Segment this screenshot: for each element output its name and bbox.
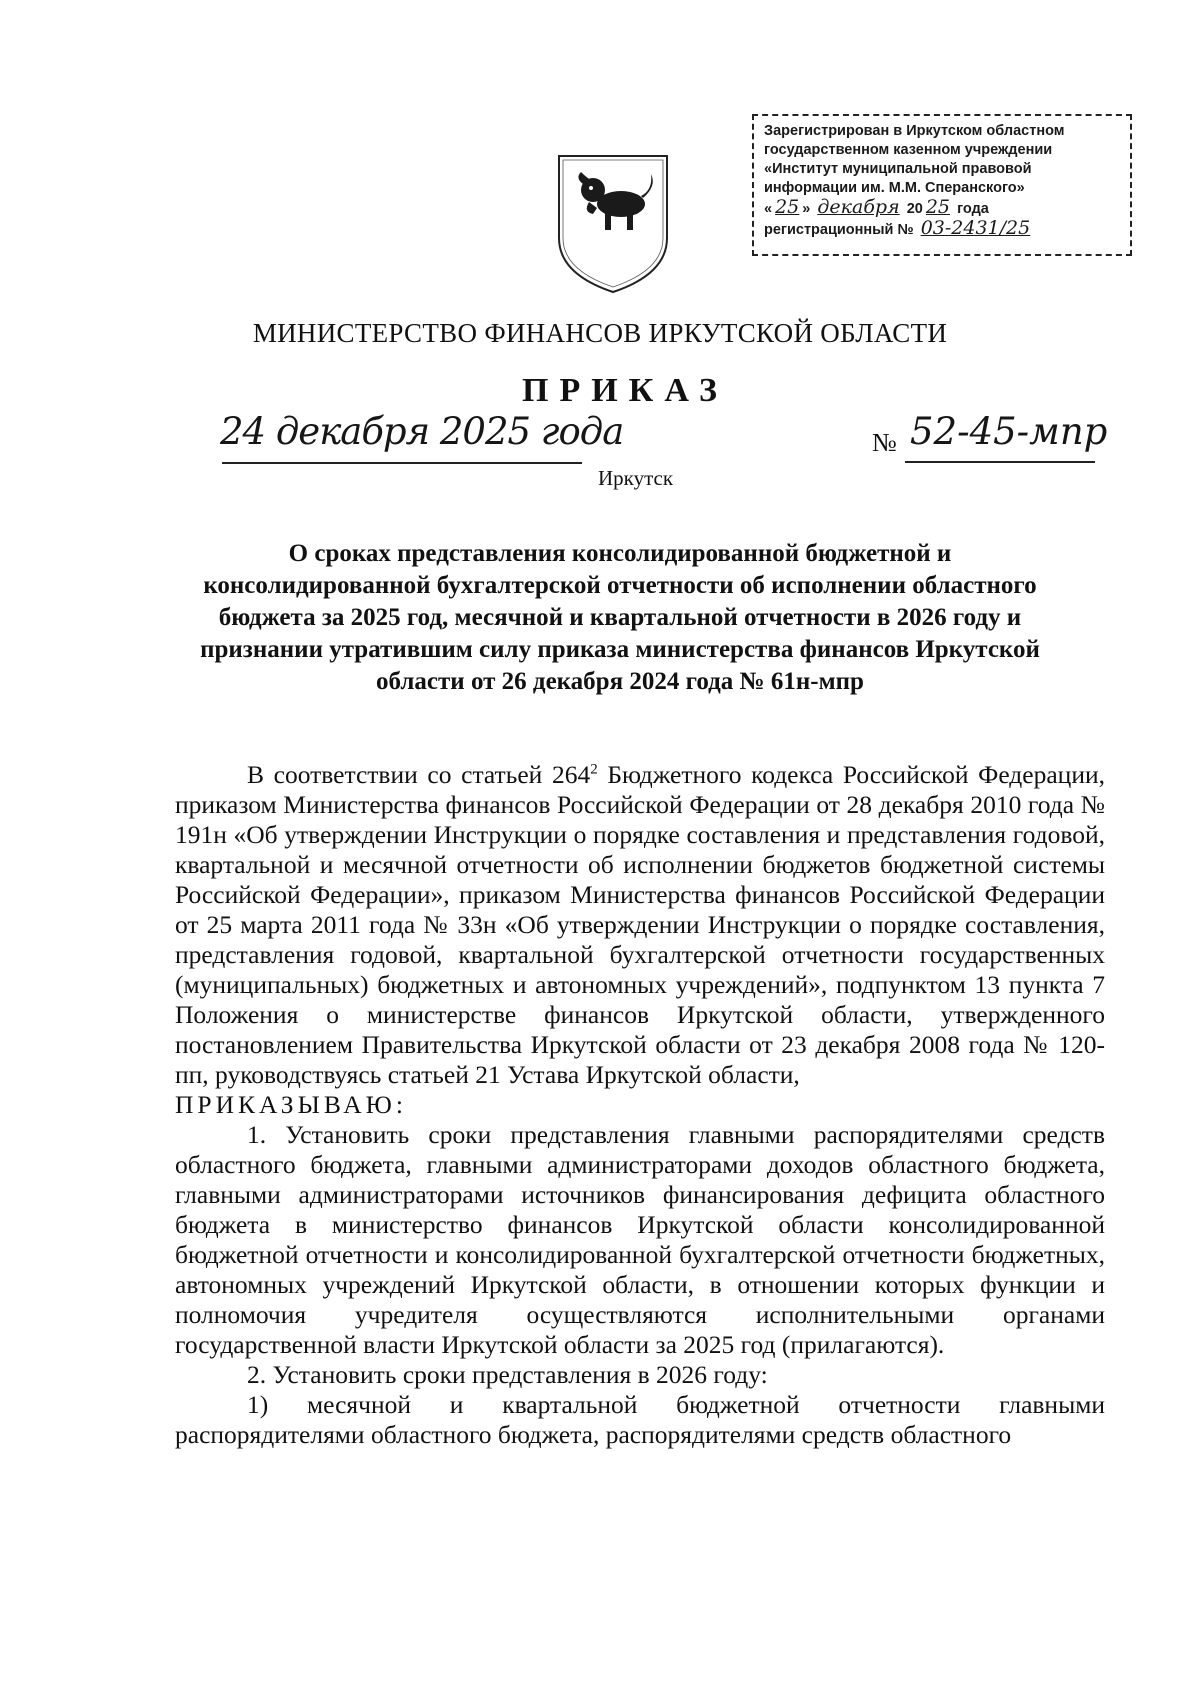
handwritten-date: 24 декабря 2025 года (220, 410, 624, 453)
ministry-name: МИНИСТЕРСТВО ФИНАНСОВ ИРКУТСКОЙ ОБЛАСТИ (252, 318, 948, 348)
stamp-reg-line (764, 219, 1122, 240)
title-line-5: области от 26 декабря 2024 года № 61н-мпр (376, 668, 864, 695)
stamp-year-suffix: 25 (925, 198, 951, 218)
stamp-year-prefix: 20 (906, 201, 923, 217)
handwritten-number: 52-45-мпр (910, 410, 1108, 453)
document-title (150, 538, 1090, 698)
stamp-line-1: Зарегистрирован в Иркутском областном (764, 123, 1065, 139)
document-type: ПРИКАЗ (522, 372, 728, 409)
preamble-rest: Бюджетного кодекса Российской Федерации, приказом Министерства финансов Российской Федерации от 28 декабря 2010 года № 191н «Об утверждении Инструкции о порядке составления и представления годовой, квартальной и месячной отчетности об исполнении бюджетов бюджетной системы Российской Федерации», приказом Министерства финансов Российской Федерации от 25 марта 2011 года № 33н «Об утверждении Инструкции о порядке составления, представления годовой, квартальной бухгалтерской отчетности государственных (муниципальных) бюджетных и автономных учреждений», подпунктом 13 пункта 7 Положения о министерстве финансов Иркутской области, утвержденного постановлением Правительства Иркутской области от 23 декабря 2008 года № 120-пп, руководствуясь статьей 21 Устава Иркутской области, (175, 760, 1105, 1089)
preamble-paragraph (175, 760, 1105, 1090)
item-2-1-paragraph: 1) месячной и квартальной бюджетной отчетности главными распорядителями областного бюджета, распорядителями средств областного (175, 1390, 1105, 1449)
stamp-day: 25 (775, 198, 800, 218)
number-underline (905, 461, 1095, 463)
stamp-date-line: « 25 » декабря 20 25 года (764, 198, 989, 218)
stamp-reg-label: регистрационный № (764, 222, 914, 238)
coat-of-arms-icon (553, 152, 673, 294)
date-underline (222, 462, 582, 464)
number-prefix: № (872, 428, 897, 457)
item-2-paragraph: 2. Установить сроки представления в 2026 году: (247, 1360, 768, 1389)
preamble-superscript: 2 (590, 761, 598, 778)
stamp-year-word: года (957, 201, 989, 217)
stamp-month: декабря (817, 198, 900, 218)
stamp-line-2: государственном казенном учреждении (764, 142, 1053, 158)
stamp-line-4: информации им. М.М. Сперанского» (764, 180, 1025, 196)
preamble-start: В соответствии со статьей 264 (247, 760, 591, 789)
document-body (175, 760, 1105, 1450)
city-name: Иркутск (598, 466, 674, 490)
title-line-4: признании утратившим силу приказа министерства финансов Иркутской (200, 636, 1040, 663)
stamp-reg-number: 03-2431/25 (920, 219, 1031, 239)
order-word: ПРИКАЗЫВАЮ: (175, 1090, 407, 1119)
title-line-1: О сроках представления консолидированной бюджетной и (288, 540, 952, 567)
item-1-paragraph: 1. Установить сроки представления главными распорядителями средств областного бюджета, главными администраторами доходов областного бюджета, главными администраторами источников финансирования дефицита областного бюджета в министерство финансов Иркутской области консолидированной бюджетной отчетности и консолидированной бухгалтерской отчетности бюджетных, автономных учреждений Иркутской области, в отношении которых функции и полномочия учредителя осуществляются исполнительными органами государственной власти Иркутской области за 2025 год (прилагаются). (175, 1120, 1105, 1359)
registration-stamp (752, 114, 1132, 256)
title-line-2: консолидированной бухгалтерской отчетности об исполнении областного (203, 572, 1037, 599)
stamp-line-3: «Институт муниципальной правовой (764, 161, 1032, 177)
title-line-3: бюджета за 2025 год, месячной и квартальной отчетности в 2026 году и (218, 604, 1022, 631)
